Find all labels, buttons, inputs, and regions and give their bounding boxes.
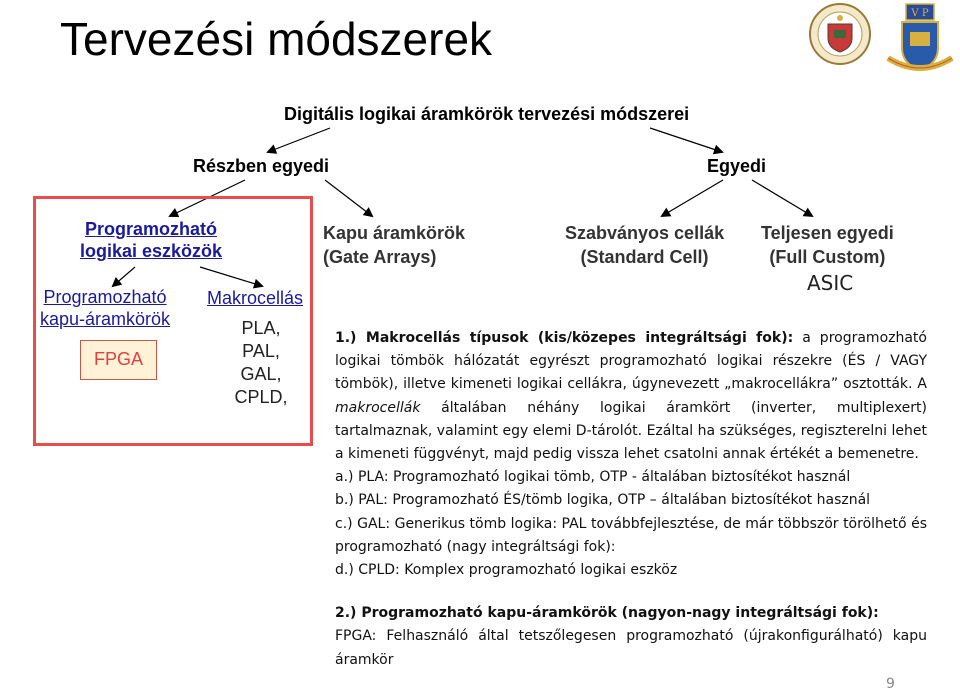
gate-arrays-label: Kapu áramkörök (Gate Arrays) — [323, 223, 466, 267]
pga-label: Programozható kapu-áramkörök — [40, 287, 171, 329]
page-number: 9 — [886, 676, 895, 692]
partial-custom-label: Részben egyedi — [193, 156, 330, 176]
item-cpld: d.) CPLD: Komplex programozható logikai eszköz — [335, 562, 678, 579]
paragraph-fpga-heading: 2.) Programozható kapu-áramkörök (nagyon-nagy integráltsági fok): — [335, 605, 879, 622]
full-custom-design-label: Teljesen egyedi (Full Custom) — [761, 223, 894, 267]
standard-cell-label: Szabványos cellák (Standard Cell) — [565, 223, 725, 267]
arrow-full-std — [662, 180, 723, 216]
macrocell-item: CPLD, — [234, 387, 288, 407]
arrow-partial-gate — [325, 180, 372, 216]
macrocell-list — [226, 317, 296, 409]
macrocell-item: PLA, — [241, 318, 281, 338]
page-title: Tervezési módszerek — [60, 13, 493, 65]
pld-label: Programozható logikai eszközök — [80, 219, 223, 261]
item-pla: a.) PLA: Programozható logikai tömb, OTP - általában biztosítékot használ — [335, 469, 851, 486]
arrow-full-custom — [752, 180, 812, 216]
arrow-root-partial — [268, 128, 330, 152]
arrow-root-full — [650, 128, 722, 152]
fpga-box: FPGA — [80, 340, 157, 380]
macrocell-item: PAL, — [242, 341, 280, 361]
asic-label: ASIC — [807, 271, 854, 295]
item-gal: c.) GAL: Generikus tömb logika: PAL továbbfejlesztése, de már többször törölhető és programozható (nagy integráltsági fok): — [335, 515, 927, 555]
root-label: Digitális logikai áramkörök tervezési módszerei — [284, 104, 690, 124]
item-pal: b.) PAL: Programozható ÉS/tömb logika, OTP – általában biztosítékot használ — [335, 492, 871, 509]
paragraph-fpga: FPGA: Felhasználó által tetszőlegesen programozható (újrakonfigurálható) kapu áramkör — [335, 628, 927, 668]
macrocell-item: GAL, — [240, 364, 282, 384]
paragraph-macrocell: 1.) Makrocellás típusok (kis/közepes integráltsági fok): a programozható logikai tömbök hálózatát egyrészt programozható logikai részekre (ÉS / VAGY tömbök), illetve kimeneti logikai cellákra, úgynevezett „makrocellákra” osztották. A makrocellák általában néhány logikai áramkört (inverter, multiplexert) tartalmaznak, valamint egy elemi D-tárolót. Ezáltal ha szükséges, regiszterelni lehet a kimeneti függvényt, majd pedig vissza lehet csatolni annak értékét a bemenetre. — [335, 330, 927, 463]
description-text — [335, 327, 927, 672]
macrocell-label: Makrocellás — [207, 288, 304, 308]
svg-text:V P: V P — [911, 8, 929, 19]
full-custom-label: Egyedi — [707, 156, 767, 176]
